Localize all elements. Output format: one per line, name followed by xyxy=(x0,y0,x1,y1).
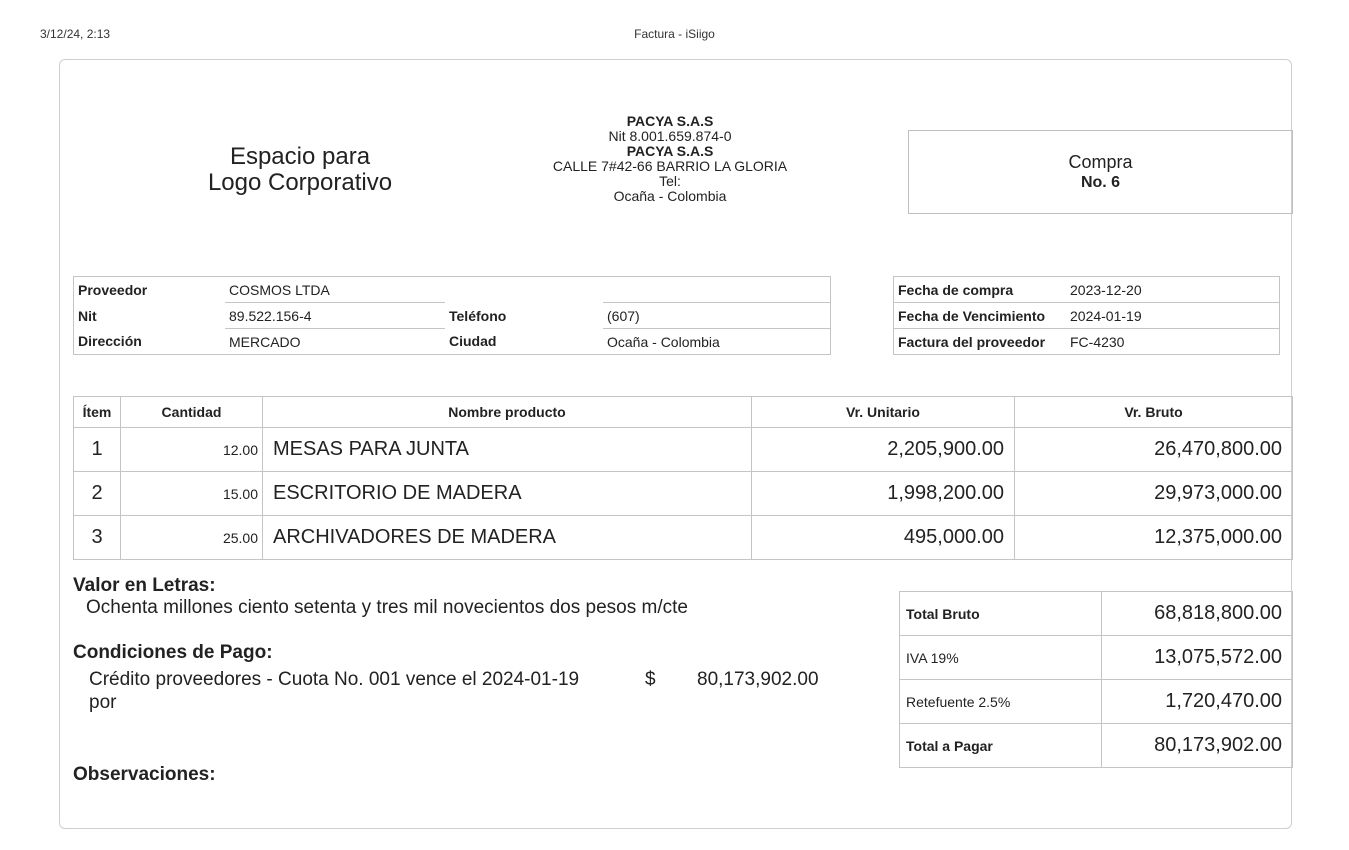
cell-item: 3 xyxy=(74,516,121,560)
ciudad-label: Ciudad xyxy=(449,333,497,350)
amount-words-text: Ochenta millones ciento setenta y tres mil novecientos dos pesos m/cte xyxy=(86,597,688,618)
fecha-compra-value: 2023-12-20 xyxy=(1066,277,1280,303)
items-table xyxy=(73,396,1293,560)
dates-row-factura xyxy=(894,329,1280,355)
payment-currency: $ xyxy=(645,669,656,690)
dates-table xyxy=(893,276,1280,355)
payment-amount: 80,173,902.00 xyxy=(697,669,819,690)
fecha-vencimiento-label: Fecha de Vencimiento xyxy=(894,303,1067,329)
observations-label: Observaciones: xyxy=(73,764,216,785)
retefuente-value: 1,720,470.00 xyxy=(1102,680,1293,724)
document-number: No. 6 xyxy=(1080,174,1121,191)
invoice-sheet xyxy=(59,59,1292,829)
header-vr-unitario: Vr. Unitario xyxy=(752,397,1015,428)
cell-item: 1 xyxy=(74,428,121,472)
total-bruto-label: Total Bruto xyxy=(900,592,1102,636)
totals-row-iva xyxy=(900,636,1293,680)
totals-row-retefuente xyxy=(900,680,1293,724)
proveedor-label: Proveedor xyxy=(78,281,148,298)
total-pagar-label: Total a Pagar xyxy=(900,724,1102,768)
cell-qty: 25.00 xyxy=(121,516,263,560)
payment-label: Condiciones de Pago: xyxy=(73,642,273,663)
company-address: CALLE 7#42-66 BARRIO LA GLORIA xyxy=(552,158,788,174)
iva-label: IVA 19% xyxy=(900,636,1102,680)
supplier-row-direccion xyxy=(74,329,831,355)
logo-placeholder xyxy=(190,144,410,196)
header-nombre: Nombre producto xyxy=(263,397,752,428)
cell-gross: 12,375,000.00 xyxy=(1015,516,1293,560)
company-nit: Nit 8.001.659.874-0 xyxy=(608,128,732,144)
cell-qty: 12.00 xyxy=(121,428,263,472)
ciudad-value: Ocaña - Colombia xyxy=(603,329,831,355)
proveedor-value: COSMOS LTDA xyxy=(229,281,330,298)
table-row xyxy=(74,516,1293,560)
cell-unit: 495,000.00 xyxy=(752,516,1015,560)
company-name-2: PACYA S.A.S xyxy=(626,143,714,159)
totals-row-bruto xyxy=(900,592,1293,636)
iva-value: 13,075,572.00 xyxy=(1102,636,1293,680)
dates-row-vencimiento xyxy=(894,303,1280,329)
nit-label: Nit xyxy=(78,307,97,324)
cell-unit: 2,205,900.00 xyxy=(752,428,1015,472)
document-type: Compra xyxy=(1068,152,1133,172)
payment-text: Crédito proveedores - Cuota No. 001 vence el 2024-01-19 xyxy=(89,669,580,690)
fecha-compra-label: Fecha de compra xyxy=(894,277,1067,303)
factura-proveedor-value: FC-4230 xyxy=(1066,329,1280,355)
totals-table xyxy=(899,591,1293,768)
cell-name: MESAS PARA JUNTA xyxy=(263,428,752,472)
table-row xyxy=(74,472,1293,516)
company-city: Ocaña - Colombia xyxy=(613,188,727,204)
table-row xyxy=(74,428,1293,472)
header-item: Ítem xyxy=(74,397,121,428)
nit-value: 89.522.156-4 xyxy=(225,303,445,329)
print-title: Factura - iSiigo xyxy=(634,27,715,41)
logo-line-1: Espacio para xyxy=(229,143,371,170)
items-header-row xyxy=(74,397,1293,428)
direccion-label: Dirección xyxy=(78,333,142,350)
telefono-label: Teléfono xyxy=(449,307,507,324)
cell-qty: 15.00 xyxy=(121,472,263,516)
supplier-row-proveedor xyxy=(74,277,831,303)
total-bruto-value: 68,818,800.00 xyxy=(1102,592,1293,636)
company-name: PACYA S.A.S xyxy=(626,113,714,129)
fecha-vencimiento-value: 2024-01-19 xyxy=(1066,303,1280,329)
cell-name: ARCHIVADORES DE MADERA xyxy=(263,516,752,560)
logo-line-2: Logo Corporativo xyxy=(207,169,393,196)
cell-name: ESCRITORIO DE MADERA xyxy=(263,472,752,516)
supplier-row-nit xyxy=(74,303,831,329)
print-date: 3/12/24, 2:13 xyxy=(40,27,111,41)
telefono-value: (607) xyxy=(603,303,831,329)
total-pagar-value: 80,173,902.00 xyxy=(1102,724,1293,768)
company-info xyxy=(530,114,810,204)
header-vr-bruto: Vr. Bruto xyxy=(1015,397,1293,428)
totals-row-pagar xyxy=(900,724,1293,768)
direccion-value: MERCADO xyxy=(225,329,445,355)
header-cantidad: Cantidad xyxy=(121,397,263,428)
dates-row-compra xyxy=(894,277,1280,303)
cell-gross: 26,470,800.00 xyxy=(1015,428,1293,472)
payment-suffix: por xyxy=(89,692,117,713)
retefuente-label: Retefuente 2.5% xyxy=(900,680,1102,724)
supplier-table xyxy=(73,276,831,355)
cell-unit: 1,998,200.00 xyxy=(752,472,1015,516)
factura-proveedor-label: Factura del proveedor xyxy=(894,329,1067,355)
amount-words-label: Valor en Letras: xyxy=(73,575,216,596)
cell-item: 2 xyxy=(74,472,121,516)
company-tel: Tel: xyxy=(659,173,681,189)
cell-gross: 29,973,000.00 xyxy=(1015,472,1293,516)
document-box xyxy=(908,130,1293,214)
